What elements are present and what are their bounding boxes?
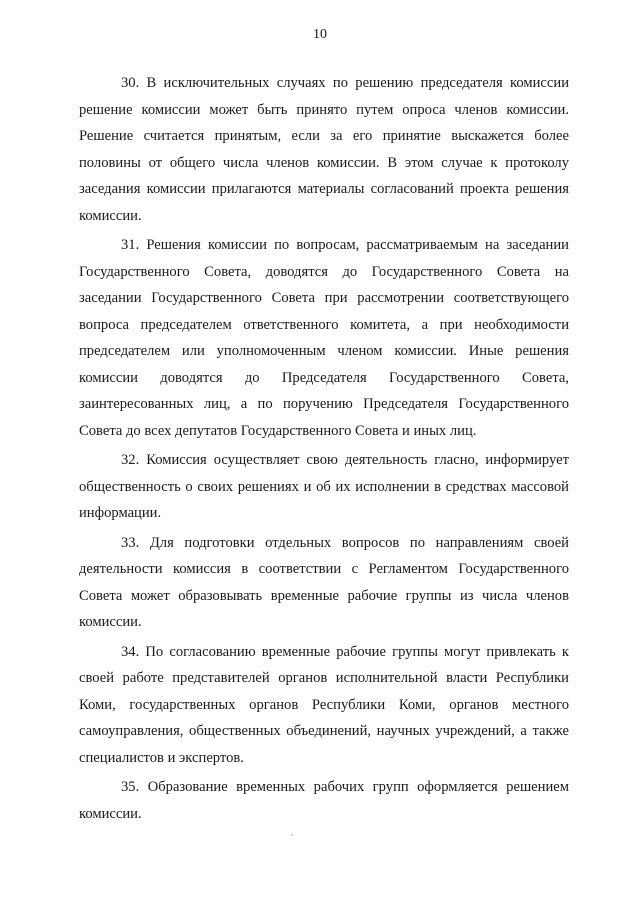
scan-speck bbox=[291, 834, 293, 836]
page-number: 10 bbox=[313, 27, 327, 42]
paragraph-33: 33. Для подготовки отдельных вопросов по направлениям своей деятельности комиссия в соответствии с Регламентом Государственного Совета может образовывать временные рабочие группы из числа членов комиссии. bbox=[79, 534, 569, 630]
paragraph-35: 35. Образование временных рабочих групп оформляется решением комиссии. bbox=[79, 779, 569, 822]
paragraph-31: 31. Решения комиссии по вопросам, рассматриваемым на заседании Государственного Совета, доводятся до Государственного Совета на заседании Государственного Совета при рассмотрении соответствующего вопроса председателем ответственного комитета, а при необходимости председателем или уполномоченным членом комиссии. Иные решения комиссии доводятся до Председателя Государственного Совета, заинтересованных лиц, а по поручению Председателя Государственного Совета до всех депутатов Государственного Совета и иных лиц. bbox=[79, 237, 569, 439]
paragraph-34: 34. По согласованию временные рабочие группы могут привлекать к своей работе представителей органов исполнительной власти Республики Коми, государственных органов Республики Коми, органов местного самоуправления, общественных объединений, научных учреждений, а также специалистов и экспертов. bbox=[79, 643, 569, 766]
document-body bbox=[79, 70, 569, 827]
paragraph-30: 30. В исключительных случаях по решению председателя комиссии решение комиссии может быть принято путем опроса членов комиссии. Решение считается принятым, если за его принятие выскажется более половины от общего числа членов комиссии. В этом случае к протоколу заседания комиссии прилагаются материалы согласований проекта решения комиссии. bbox=[79, 75, 569, 224]
paragraph-32: 32. Комиссия осуществляет свою деятельность гласно, информирует общественность о своих решениях и об их исполнении в средствах массовой информации. bbox=[79, 452, 569, 521]
